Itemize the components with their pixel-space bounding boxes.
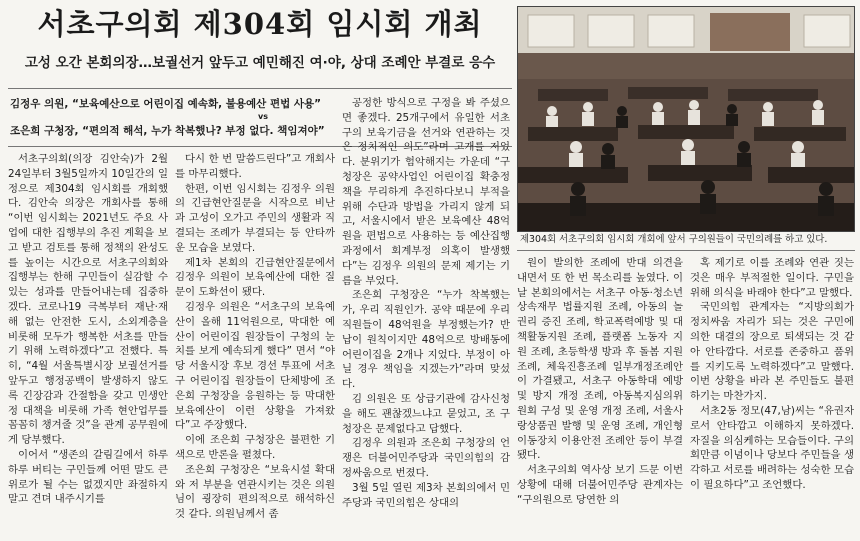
article-column-4 bbox=[517, 256, 683, 540]
paragraph: 혹 제기로 이를 조례와 연관 짓는 것은 매우 부적절한 일이다. 구민을 위해 의식을 바래야 한다”고 말했다. bbox=[690, 257, 854, 299]
article-column-3 bbox=[342, 96, 510, 540]
paragraph: 한편, 이번 임시회는 김정우 의원의 긴급현안질문을 시작으로 비난과 고성이 오가고 주민의 생활과 직결되는 조례가 부결되는 등 안타까운 모습을 보였다. bbox=[175, 182, 335, 254]
paragraph: 조은희 구청장은 “보육시설 확대와 저 부분을 연관시키는 것은 의원님이 굉장히 편의적으로 해석하신 것 같다. 의원님께서 좀 bbox=[175, 463, 335, 521]
quote-cho: 조은희 구청장, “편의적 해석, 누가 착복했나? 부정 없다. 책임져야” bbox=[10, 125, 325, 137]
paragraph: 김정우 의원은 “서초구의 보육예산이 올해 11억원으로, 막대한 예산이 어린이집 원장들이 구청의 눈치를 보게 예속되게 했다” 면서 “야당 서울시장 후보 경선 투표에 서초구 어린이집 원장들이 단체방에 조은희 구청장을 응원하는 등 막대한 보육예산이 이런 상황을 가져왔다”고 주장했다. bbox=[175, 300, 335, 432]
article-column-2 bbox=[175, 152, 335, 540]
article-column-5 bbox=[690, 256, 854, 540]
paragraph: 조은희 구청장은 “누가 착복했는가, 우리 직원인가. 공약 때문에 우리 직원들이 48억원을 부정했는가? 반납이 원칙이지만 48억으로 방배동에 어린이집을 2개나 지었다. 부정이 아닐 경우 책임을 지겠는가”라며 맞섰다. bbox=[342, 289, 510, 391]
paragraph: 서초2동 정모(47,남)씨는 “유권자로서 안타깝고 이해하지 못하겠다. 자질을 의심케하는 모습들이다. 구의회만큼 이념이나 당보다 주민들을 생각하고 서로를 배려하는 성숙한 모습이 필요하다”고 조언했다. bbox=[690, 404, 854, 491]
versus-label: vs bbox=[258, 112, 268, 121]
paragraph: 이에 조은희 구청장은 불편한 기색으로 반론을 펼쳤다. bbox=[175, 434, 335, 461]
photo-caption: 제304회 서초구의회 임시회 개회에 앞서 구의원들이 국민의례를 하고 있다. bbox=[520, 234, 828, 245]
paragraph: 공정한 방식으로 구정을 봐 주셨으면 좋겠다. 25개구에서 유일한 서초구의 보육기금을 선거와 연관하는 것은 정치적인 의도”라며 고개를 저었다. 분위기가 험악해지는 가운데 “구청장은 공약사업인 어린이집 확충정책을 무리하게 추진하다보니 부적을 위해 수단과 방법을 가리지 않게 되고, 서울시에서 받은 보육예산 48억원을 편법으로 사용하는 등 예산집행 과정에서 회계부정 의혹이 발생했다”는 김정우 의원의 문제 제기는 기름을 부었다. bbox=[342, 97, 510, 287]
paragraph: 김정우 의원과 조은희 구청장의 언쟁은 더불어민주당과 국민의힘의 감정싸움으로 번졌다. bbox=[342, 437, 510, 479]
headline: 서초구의회 제304회 임시회 개최 bbox=[37, 7, 483, 41]
quote-kim: 김정우 의원, “보육예산으로 어린이집 예속화, 불용예산 편법 사용” bbox=[10, 98, 322, 110]
caption-divider bbox=[517, 250, 855, 251]
paragraph: 3월 5일 열린 제3차 본회의에서 민주당과 국민의힘은 상대의 bbox=[342, 481, 510, 509]
header-divider bbox=[8, 88, 512, 89]
paragraph: 김 의원은 또 상급기관에 감사신청을 해도 괜찮겠느냐고 묻었고, 조 구청장은 문제없다고 답했다. bbox=[342, 392, 510, 435]
photo-illustration bbox=[518, 7, 854, 231]
article-column-1 bbox=[8, 152, 168, 540]
paragraph: 이어서 “생존의 갈림길에서 하루하루 버티는 구민들께 어떤 말도 큰 위로가 될 수는 없겠지만 좌절하지 말고 견뎌 내주시기를 bbox=[8, 448, 168, 506]
council-session-photo bbox=[517, 6, 855, 232]
paragraph: 서초구의회 역사상 보기 드문 이번 상황에 대해 더불어민주당 관계자는 “구의원으로 당연한 의 bbox=[517, 464, 683, 506]
subheadline: 고성 오간 본회의장…보궐선거 앞두고 예민해진 여·야, 상대 조례안 부결로 응수 bbox=[24, 55, 496, 71]
paragraph: 국민의힘 관계자는 “지방의회가 정치싸움 자리가 되는 것은 구민에 의한 대결의 장으로 퇴색되는 것 같아 안타깝다. 서로를 존중하고 품위를 지키도록 노력하겠다”고 말했다. 이번 상황을 바라 본 주민들도 불편하기는 마찬가지. bbox=[690, 301, 854, 403]
paragraph: 제1차 본회의 긴급현안질문에서 김정우 의원이 보육예산에 대한 질문이 도화선이 됐다. bbox=[175, 256, 335, 299]
paragraph: 다시 한 번 말씀드린다”고 개회사를 마무리했다. bbox=[175, 153, 335, 180]
paragraph: 원이 발의한 조례에 반대 의견을 내면서 또 한 번 목소리를 높였다. 이날 본회의에서는 서초구 아동·청소년 상속재무 법률지원 조례, 아동의 놀 권리 증진 조례, 학교폭력예방 및 대책활동지원 조례, 플랫폼 노동자 지원 조례, 초등학생 방과 후 돌봄 지원 조례, 체육진흥조례 일부개정조례안이 가결됐고, 서초구 아동학대 예방 및 방지 개정 조례, 아동복지심의위원회 구성 및 운영 개정 조례, 서울사랑상품권 발행 및 운영 조례, 개인형 이동장치 이용안전 조례안 등이 부결됐다. bbox=[517, 257, 683, 462]
paragraph: 서초구의회(의장 김안숙)가 2월 24일부터 3월5일까지 10일간의 일정으로 제304회 임시회를 개회했다. 김안숙 의장은 개회사를 통해 “이번 임시회는 2021년도 주요 사업에 대한 집행부의 추진 계획을 보고 받고 검토를 통해 정책의 완성도를 높이는 시간으로 서초구의회와 집행부는 한해 구민들이 실감할 수 있는 성과를 만들어내는데 집중하겠다. 코로나19 극복부터 재난·재해 없는 안전한 도시, 소외계층을 비롯해 모두가 행복한 서초를 만들기 위해 노력하겠다”고 전했다. 특히, “4월 서울특별시장 보궐선거를 앞두고 행정공백이 발생하지 않도록 긴장감과 간절함을 갖고 민생안정 대책을 비롯해 가족 현안업무를 꼼꼼히 챙겨줄 것”을 관계 공무원에게 당부했다. bbox=[8, 153, 168, 447]
